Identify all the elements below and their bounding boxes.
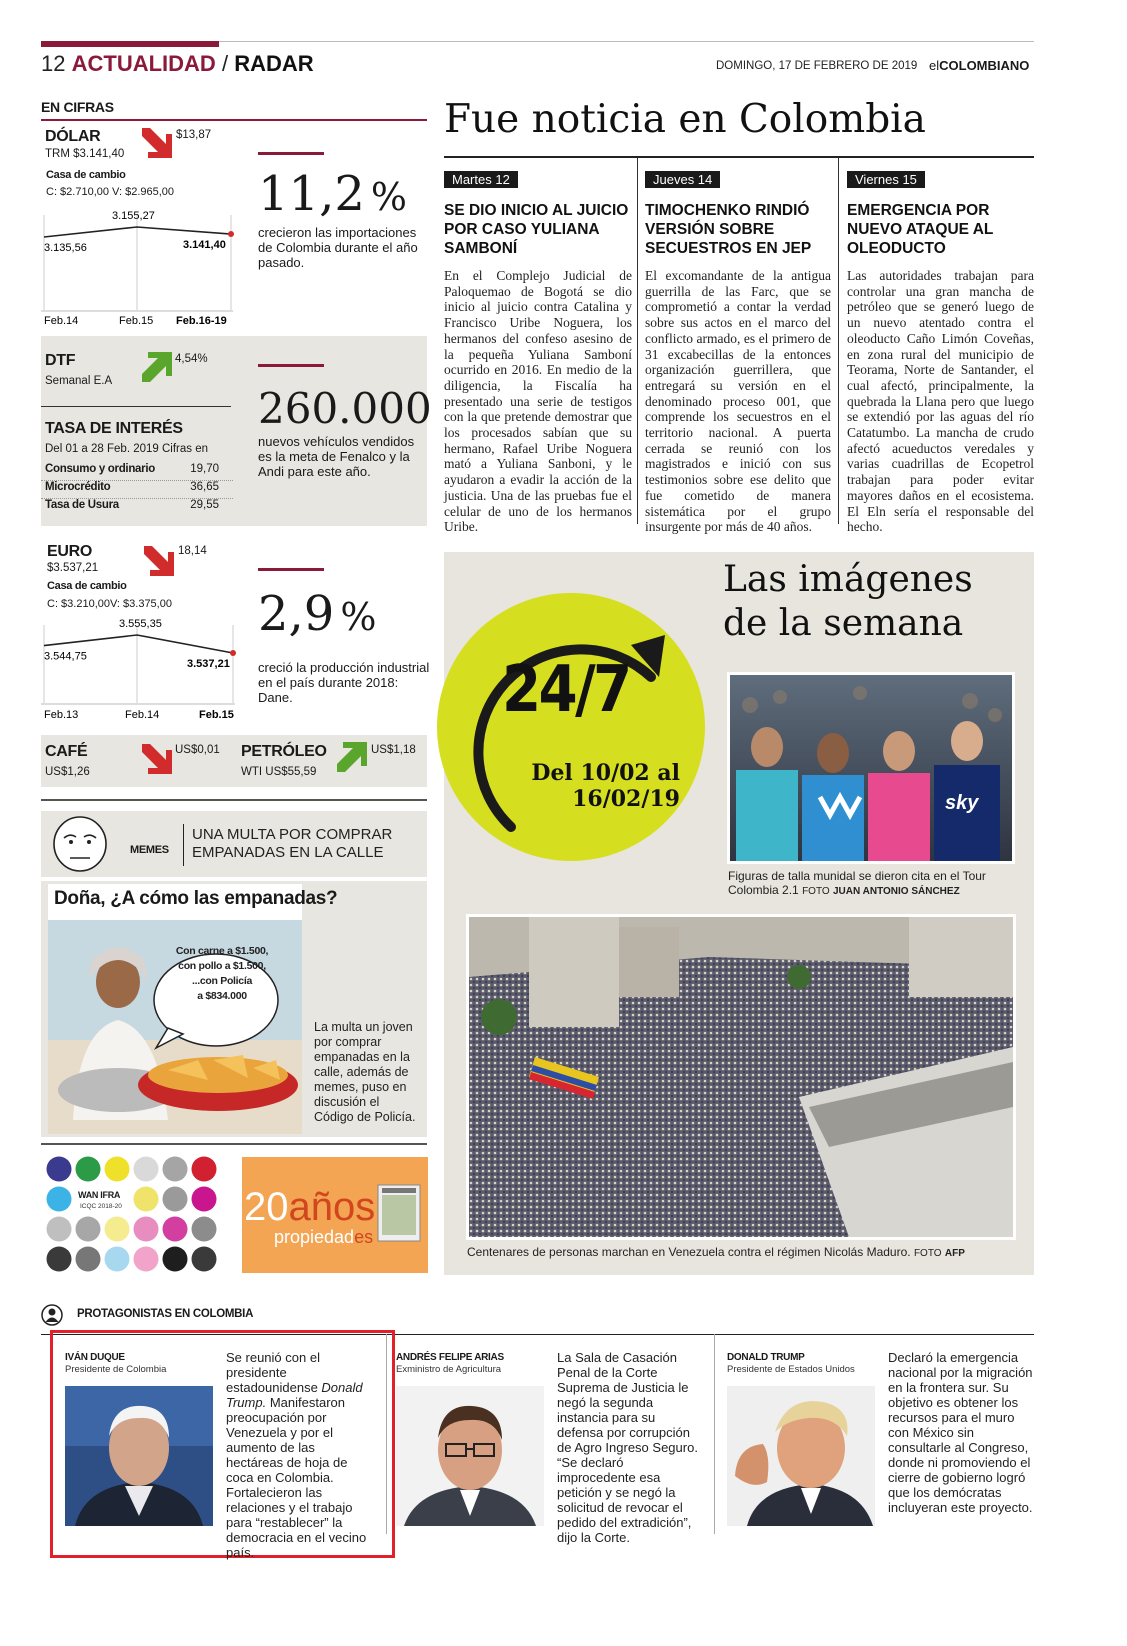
color-swatch: [163, 1247, 188, 1272]
dtf-value: 4,54%: [175, 353, 208, 365]
stat-unit: %: [340, 595, 377, 639]
credit-label: FOTO: [913, 1248, 942, 1259]
color-swatch: [192, 1217, 217, 1242]
news-day-badge: Viernes 15: [847, 171, 925, 188]
news-day-badge: Martes 12: [444, 171, 518, 188]
euro-chart: [41, 615, 236, 723]
week-badge-label: 24/7: [502, 653, 630, 727]
week-badge: [433, 585, 723, 875]
person-name: ANDRÉS FELIPE ARIAS: [396, 1352, 504, 1363]
protagonistas-title: PROTAGONISTAS EN COLOMBIA: [77, 1308, 254, 1320]
stat-vehicles-text: nuevos vehículos vendidos es la meta de Fenalco y la Andi para este año.: [258, 434, 415, 479]
color-swatch: [134, 1247, 159, 1272]
dolar-point-label: 3.141,40: [183, 239, 226, 252]
euro-date-label: Feb.14: [125, 709, 160, 721]
color-swatch: [134, 1217, 159, 1242]
person-text: La Sala de Casación Penal de la Corte Suprema de Justicia le negó la segunda instancia para su defensa por corrupción de Agro Ingreso Seguro. “Se declaró improcedente esa petición y se negó la solicitud de revocar el pedido del extradición”, dijo la Corte.: [557, 1350, 698, 1545]
march-caption: [467, 1245, 1027, 1259]
euro-point-label: 3.537,21: [187, 658, 230, 670]
tasa-table: [41, 463, 233, 517]
section-separator: /: [221, 51, 229, 76]
propiedades-word: propiedad: [274, 1227, 355, 1247]
color-swatch: [163, 1217, 188, 1242]
person-text: Declaró la emergencia nacional por la migración en la frontera sur. Su objetivo es obtener los recursos para el muro con México sin consultarle al Congreso, donde ni promoviendo el cierre de gobierno logró que los demócratas incluyeran este proyecto.: [888, 1350, 1033, 1515]
news-body: El excomandante de la antigua guerrilla de las Farc, que se comprometió a contar la verdad sobre sus actos en el marco del conflicto armado, es el primero de 31 excabecillas de la entonces organización guerrillera, que entregará su versión en el denominado proceso 001, que comprende los secuestros en el territorio nacional. A puerta cerrada se reunió con los magistrados e inició con sus testimonios sobre ese delito que fue cometido de manera sistemática por el grupo insurgente por más de 40 años.: [645, 268, 831, 535]
news-body: Las autoridades trabajan para controlar una gran mancha de petróleo que se generó luego de un nuevo atentado contra el oleoducto Caño Limón Coveñas, en zona rural del municipio de Teorama, Norte de Santander, el cual afectó, principalmente, la quebrada la Llana pero que luego se extendió por las aguas del río Catatumbo. La mancha de crudo afectó acueductos veredales y varias cuadrillas de Ecopetrol trabajan para poder evitar mayores daños en el ecosistema. El Eln sería el responsable del hecho.: [847, 268, 1034, 535]
anos-logo: [244, 1185, 375, 1229]
stat-unit: %: [370, 175, 407, 219]
tasa-row-value: 36,65: [190, 481, 219, 493]
dtf-label: DTF: [45, 352, 76, 369]
petroleo-label: PETRÓLEO: [241, 743, 327, 760]
arrow-up-icon: [138, 350, 174, 386]
meme-image: [48, 884, 338, 1134]
color-swatch: [47, 1247, 72, 1272]
stat-accent: [258, 364, 324, 367]
color-swatch: [105, 1157, 130, 1182]
meme-face-icon: [50, 814, 110, 874]
euro-compra-venta: C: $3.210,00V: $3.375,00: [47, 598, 172, 610]
color-swatch: [47, 1157, 72, 1182]
news-day-badge: Jueves 14: [645, 171, 720, 188]
color-swatch: [192, 1187, 217, 1212]
week-badge-dates: [530, 760, 680, 812]
euro-point-label: 3.555,35: [119, 618, 162, 630]
tasa-row: [41, 499, 233, 517]
color-swatch-grid: [45, 1155, 221, 1275]
dolar-date-label: Feb.15: [119, 315, 154, 327]
brand-name: COLOMBIANO: [939, 58, 1030, 73]
dolar-label: DÓLAR: [45, 128, 101, 145]
euro-point-label: 3.544,75: [44, 650, 87, 663]
anos-word: años: [288, 1185, 376, 1229]
brand-el: el: [929, 58, 940, 73]
person-text-part: Manifestaron preocupación por Venezuela y por el aumento de las hectáreas de hoja de coca en Colombia. Fortalecieron las relaciones y el trabajo para “restablecer” la democracia en el vecino país.: [226, 1395, 367, 1560]
meme-speech-bubble: [174, 944, 270, 1004]
memes-title: UNA MULTA POR COMPRAR EMPANADAS EN LA CALLE: [192, 826, 393, 861]
dolar-casa: Casa de cambio: [46, 169, 126, 181]
color-swatch: [76, 1157, 101, 1182]
section-accent-bar: [41, 41, 219, 47]
dolar-point-label: 3.155,27: [112, 210, 155, 222]
dolar-point-label: 3.135,56: [44, 242, 87, 254]
propiedades-label: [274, 1227, 373, 1248]
person-name: IVÁN DUQUE: [65, 1352, 125, 1363]
stat-accent: [258, 152, 324, 155]
arrow-down-icon: [138, 740, 174, 776]
section-rule: [41, 1143, 427, 1145]
stat-number: 11,2: [258, 166, 365, 222]
wan-ifra-label: WAN IFRA: [78, 1190, 121, 1200]
memes-divider: [183, 824, 184, 866]
news-headline: EMERGENCIA POR NUEVO ATAQUE AL OLEODUCTO: [847, 202, 994, 257]
brand-logo: [929, 58, 1029, 73]
color-swatch: [192, 1157, 217, 1182]
dolar-change: $13,87: [176, 129, 212, 141]
person-role: Exministro de Agricultura: [396, 1364, 502, 1375]
cafe-label: CAFÉ: [45, 743, 88, 760]
stat-industry-number: [258, 586, 376, 645]
fue-noticia-rule: [444, 156, 1034, 158]
sky-jersey-text: sky: [945, 792, 979, 814]
euro-change: 18,14: [178, 545, 207, 557]
cafe-change: US$0,01: [175, 744, 220, 756]
credit-name: JUAN ANTONIO SÁNCHEZ: [833, 886, 960, 897]
en-cifras-title: EN CIFRAS: [41, 99, 114, 115]
dolar-compra-venta: C: $2.710,00 V: $2.965,00: [46, 186, 175, 198]
icqc-label: ICQC 2018-20: [80, 1203, 122, 1210]
stat-import-text: crecieron las importaciones de Colombia durante el año pasado.: [258, 225, 418, 270]
caption-text: Figuras de talla munidal se dieron cita en el Tour Colombia 2.1: [728, 869, 986, 897]
color-swatch: [76, 1247, 101, 1272]
color-swatch: [163, 1157, 188, 1182]
fue-noticia-title: Fue noticia en Colombia: [444, 97, 926, 142]
column-divider: [637, 158, 638, 524]
person-text: [226, 1350, 368, 1560]
issue-date: DOMINGO, 17 DE FEBRERO DE 2019: [716, 60, 918, 72]
bubble-line: con pollo a $1.500,: [178, 960, 266, 972]
meme-image-title: Doña, ¿A cómo las empanadas?: [54, 888, 338, 909]
cyclists-photo-frame: [727, 672, 1015, 864]
news-column: [645, 171, 831, 535]
color-swatch: [47, 1187, 72, 1212]
propiedades-ad: [242, 1157, 428, 1273]
bubble-line: a $834.000: [197, 990, 247, 1002]
euro-label: EURO: [47, 543, 93, 560]
color-swatch: [134, 1157, 159, 1182]
person-text-emphasis: Donald Trump.: [226, 1380, 363, 1410]
en-cifras-rule: [41, 119, 427, 121]
dtf-rule: [41, 406, 231, 407]
arrow-down-icon: [140, 542, 176, 578]
imagenes-title: [723, 558, 973, 646]
color-swatch: [105, 1247, 130, 1272]
imagenes-title-line: Las imágenes: [723, 559, 973, 600]
dolar-date-label: Feb.14: [44, 315, 79, 327]
credit-label: FOTO: [802, 886, 830, 897]
color-swatch: [163, 1187, 188, 1212]
badge-date-line: 16/02/19: [572, 786, 680, 812]
section-name: ACTUALIDAD: [71, 51, 216, 76]
propiedades-es: es: [354, 1227, 374, 1247]
stat-number: 2,9: [258, 586, 335, 642]
euro-casa: Casa de cambio: [47, 580, 127, 592]
euro-date-label: Feb.15: [199, 709, 234, 721]
column-divider: [838, 158, 839, 524]
color-swatch: [47, 1217, 72, 1242]
column-divider: [714, 1334, 715, 1534]
petroleo-change: US$1,18: [371, 744, 416, 756]
cyclists-photo: [730, 675, 1012, 861]
dolar-chart: [41, 205, 236, 333]
tasa-row-value: 29,55: [190, 499, 219, 511]
tasa-label: TASA DE INTERÉS: [45, 420, 183, 437]
credit-name: AFP: [944, 1248, 965, 1259]
bubble-line: ...con Policía: [192, 975, 252, 987]
person-name: DONALD TRUMP: [727, 1352, 805, 1363]
cafe-sub: US$1,26: [45, 766, 90, 778]
news-body: En el Complejo Judicial de Paloquemao de Bogotá se dio inicio al juicio contra Catalina y Francisco Uribe Noguera, los hermanos del confeso asesino de la pequeña Yuliana Samboní ocurrido en 2016. En medio de la diligencia, la Fiscalía ha presentado una serie de testigos con la que pretende demostrar que los procesados sabían que su hermano, Rafael Uribe Noguera mató a Yuliana Sanboni, y le ayudaron a evadir la acción de la justicia. Una de las pruebas fue el celular de uno de los hermanos Uribe.: [444, 268, 632, 535]
stat-industry-text: creció la producción industrial en el país durante 2018: Dane.: [258, 660, 430, 705]
bubble-line: Con carne a $1.500,: [175, 945, 269, 957]
tasa-row: [41, 463, 233, 481]
meme-caption: La multa un joven por comprar empanadas en la calle, además de memes, puso en discusión el Código de Policía.: [314, 1020, 416, 1124]
arrow-down-icon: [138, 124, 174, 160]
imagenes-title-line: de la semana: [723, 603, 964, 644]
cafe-petroleo-panel: [41, 735, 427, 787]
page-number: 12: [41, 51, 66, 76]
march-photo-frame: [466, 914, 1016, 1240]
stat-import-number: [258, 166, 407, 225]
tasa-row-value: 19,70: [190, 463, 219, 475]
dolar-date-label: Feb.16-19: [176, 315, 227, 327]
anos-number: 20: [244, 1185, 289, 1229]
color-swatch: [105, 1217, 130, 1242]
trump-photo: [727, 1386, 875, 1526]
color-swatch: [134, 1187, 159, 1212]
subsection-name: RADAR: [234, 51, 314, 76]
arias-photo: [396, 1386, 544, 1526]
person-role: Presidente de Estados Unidos: [727, 1364, 855, 1375]
memes-label: MEMES: [130, 844, 169, 856]
dolar-trm: TRM $3.141,40: [45, 148, 125, 160]
color-swatch: [192, 1247, 217, 1272]
euro-date-label: Feb.13: [44, 709, 79, 721]
badge-date-line: Del 10/02 al: [531, 760, 680, 786]
tasa-row-name: Tasa de Usura: [45, 499, 119, 511]
news-headline: SE DIO INICIO AL JUICIO POR CASO YULIANA SAMBONÍ: [444, 202, 629, 257]
person-icon: [41, 1304, 63, 1326]
color-swatch: [76, 1217, 101, 1242]
caption-text: Centenares de personas marchan en Venezuela contra el régimen Nicolás Maduro.: [467, 1245, 911, 1259]
dtf-sub: Semanal E.A: [45, 375, 113, 387]
stat-vehicles-number: 260.000: [258, 384, 432, 433]
euro-price: $3.537,21: [47, 562, 99, 574]
tasa-row: [41, 481, 233, 499]
duque-photo: [65, 1386, 213, 1526]
tasa-row-name: Microcrédito: [45, 481, 111, 493]
tasa-sub: Del 01 a 28 Feb. 2019 Cifras en: [45, 443, 209, 455]
news-headline: TIMOCHENKO RINDIÓ VERSIÓN SOBRE SECUESTROS EN JEP: [645, 202, 812, 257]
petroleo-sub: WTI US$55,59: [241, 766, 317, 778]
person-role: Presidente de Colombia: [65, 1364, 167, 1375]
march-photo: [469, 917, 1013, 1237]
wan-ifra-badge: [45, 1155, 221, 1275]
arrow-up-icon: [333, 740, 369, 776]
news-column: [847, 171, 1034, 535]
magazine-cover-icon: [378, 1185, 420, 1241]
tasa-row-name: Consumo y ordinario: [45, 463, 155, 475]
news-column: [444, 171, 632, 535]
section-rule: [41, 799, 427, 801]
person-text-part: Se reunió con el presidente estadounidense: [226, 1350, 322, 1395]
section-header: [41, 51, 314, 77]
cyclists-caption: [728, 869, 1018, 899]
stat-accent: [258, 568, 324, 571]
